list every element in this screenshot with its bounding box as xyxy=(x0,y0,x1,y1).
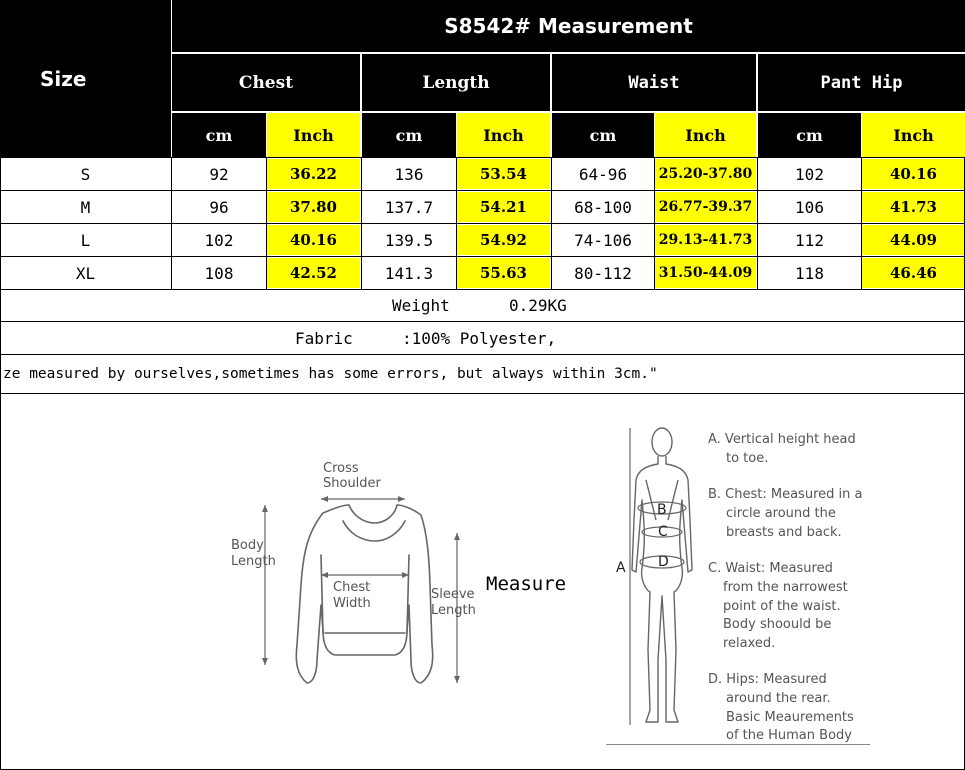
note-a-line: to toe. xyxy=(726,451,769,466)
data-cell xyxy=(172,191,266,223)
body-notes xyxy=(702,425,872,745)
grid-line xyxy=(0,223,965,224)
cell-value: 40.16 xyxy=(290,231,337,249)
unit-header-label: cm xyxy=(205,125,233,145)
unit-header xyxy=(862,113,965,157)
arrow-head xyxy=(262,505,268,512)
size-value: S xyxy=(80,164,91,184)
size-cell xyxy=(0,191,171,223)
size-value: XL xyxy=(75,263,96,283)
note-d-line: D. Hips: Measured xyxy=(708,672,827,687)
data-cell xyxy=(172,158,266,190)
grid-line xyxy=(0,157,1,290)
letter-d: D xyxy=(658,554,669,570)
data-cell xyxy=(457,192,550,222)
note-b-line: circle around the xyxy=(726,506,836,521)
cell-value: 26.77-39.37 xyxy=(658,199,753,215)
cell-value: 25.20-37.80 xyxy=(658,166,753,182)
cell-value: 80-112 xyxy=(574,263,632,283)
arrow-head xyxy=(454,676,460,683)
data-cell xyxy=(655,258,756,288)
cell-value: 68-100 xyxy=(574,197,632,217)
cell-value: 37.80 xyxy=(290,198,337,216)
unit-header xyxy=(362,113,456,157)
diagram-underline xyxy=(606,744,870,745)
sleeve-length-label: Sleeve xyxy=(431,587,475,602)
cell-value: 118 xyxy=(795,263,824,283)
cell-value: 139.5 xyxy=(384,230,434,250)
arrow-head xyxy=(321,496,328,502)
data-cell xyxy=(362,158,456,190)
cell-value: 102 xyxy=(795,164,824,184)
table-title-text: S8542# Measurement xyxy=(444,14,693,38)
data-cell xyxy=(655,225,756,255)
note-d-line: Basic Meaurements xyxy=(726,710,854,725)
note-c-line: from the narrowest xyxy=(723,580,848,595)
data-cell xyxy=(457,159,550,189)
cell-value: 55.63 xyxy=(480,264,527,282)
weight-row xyxy=(0,290,965,322)
data-cell xyxy=(362,224,456,256)
data-cell xyxy=(457,225,550,255)
size-cell xyxy=(0,158,171,190)
arrow-head xyxy=(262,658,268,665)
data-cell xyxy=(758,191,861,223)
note-d-line: around the rear. xyxy=(726,691,831,706)
data-cell xyxy=(758,158,861,190)
unit-header xyxy=(267,113,360,157)
unit-header xyxy=(457,113,550,157)
group-header-waist-label: Waist xyxy=(628,72,680,93)
cell-value: 92 xyxy=(209,164,229,184)
grid-line xyxy=(0,157,965,158)
body-head xyxy=(652,428,672,456)
data-cell xyxy=(655,159,756,189)
data-cell xyxy=(267,192,360,222)
cell-value: 42.52 xyxy=(290,264,337,282)
fabric-value: :100% Polyester, xyxy=(402,329,557,348)
group-header-pant-hip xyxy=(758,54,965,111)
data-cell xyxy=(758,224,861,256)
data-cell xyxy=(552,257,654,289)
body-length-label: Body xyxy=(231,538,264,553)
cell-value: 74-106 xyxy=(574,230,632,250)
grid-line xyxy=(757,157,758,290)
unit-header-label: Inch xyxy=(293,125,334,145)
unit-header xyxy=(172,113,266,157)
letter-a: A xyxy=(616,560,626,576)
table-row xyxy=(0,224,965,256)
note-row xyxy=(0,355,965,394)
grid-line xyxy=(654,157,655,290)
data-cell xyxy=(862,159,965,189)
data-cell xyxy=(552,158,654,190)
size-header-label: Size xyxy=(40,66,87,91)
data-cell xyxy=(267,258,360,288)
grid-line xyxy=(551,157,552,290)
note-text: ze measured by ourselves,sometimes has some errors, but always within 3cm." xyxy=(3,366,658,382)
cell-value: 41.73 xyxy=(890,198,937,216)
garment-neckline xyxy=(343,521,405,541)
cross-shoulder-label: Cross xyxy=(323,461,359,476)
cell-value: 64-96 xyxy=(578,164,628,184)
data-cell xyxy=(862,225,965,255)
fabric-row xyxy=(0,322,965,355)
unit-header-label: Inch xyxy=(893,125,934,145)
cell-value: 141.3 xyxy=(384,263,434,283)
unit-header-label: Inch xyxy=(685,125,726,145)
letter-b: B xyxy=(657,502,667,518)
group-header-length-label: Length xyxy=(422,72,490,93)
data-cell xyxy=(172,257,266,289)
unit-header xyxy=(655,113,756,157)
data-cell xyxy=(552,224,654,256)
unit-header-label: Inch xyxy=(483,125,524,145)
cell-value: 96 xyxy=(209,197,229,217)
cell-value: 112 xyxy=(795,230,824,250)
grid-line xyxy=(861,157,862,290)
cell-value: 108 xyxy=(204,263,234,283)
chest-width-label: Width xyxy=(333,596,371,611)
cell-value: 44.09 xyxy=(890,231,937,249)
garment-diagram xyxy=(225,455,490,700)
data-cell xyxy=(267,225,360,255)
table-title xyxy=(172,0,965,52)
fabric-label: Fabric xyxy=(295,329,353,348)
note-a-line: A. Vertical height head xyxy=(708,432,856,447)
unit-header-label: cm xyxy=(395,125,423,145)
cell-value: 36.22 xyxy=(290,165,337,183)
data-cell xyxy=(362,257,456,289)
data-cell xyxy=(655,192,756,222)
cell-value: 54.92 xyxy=(480,231,527,249)
cell-value: 106 xyxy=(795,197,824,217)
size-value: M xyxy=(80,197,91,217)
unit-header xyxy=(758,113,861,157)
arrow-head xyxy=(454,533,460,540)
measure-label: Measure xyxy=(486,573,567,595)
cell-value: 137.7 xyxy=(384,197,434,217)
cell-value: 29.13-41.73 xyxy=(658,232,753,248)
weight-label: Weight xyxy=(392,296,450,315)
table-row xyxy=(0,158,965,190)
data-cell xyxy=(172,224,266,256)
data-cell xyxy=(552,191,654,223)
cell-value: 102 xyxy=(204,230,234,250)
group-header-chest-label: Chest xyxy=(238,72,294,93)
note-b-line: B. Chest: Measured in a xyxy=(708,487,863,502)
size-cell xyxy=(0,257,171,289)
grid-line xyxy=(171,157,172,290)
body-outline xyxy=(632,456,692,722)
arrow-head xyxy=(398,496,405,502)
data-cell xyxy=(457,258,550,288)
data-cell xyxy=(362,191,456,223)
grid-line xyxy=(266,157,267,290)
cell-value: 54.21 xyxy=(480,198,527,216)
human-body-diagram xyxy=(606,420,701,750)
note-c-line: relaxed. xyxy=(723,636,776,651)
cell-value: 53.54 xyxy=(480,165,527,183)
chest-width-label: Chest xyxy=(333,580,371,595)
group-header-chest xyxy=(172,54,360,111)
table-row xyxy=(0,257,965,289)
data-cell xyxy=(862,258,965,288)
note-c-line: point of the waist. xyxy=(723,599,841,614)
grid-line xyxy=(361,157,362,290)
note-c-line: Body shoould be xyxy=(723,617,832,632)
body-length-label: Length xyxy=(231,554,276,569)
cell-value: 40.16 xyxy=(890,165,937,183)
letter-c: C xyxy=(658,524,668,540)
weight-value: 0.29KG xyxy=(509,296,567,315)
group-header-pant-hip-label: Pant Hip xyxy=(820,72,903,93)
sleeve-length-label: Length xyxy=(431,603,476,618)
note-c-line: C. Waist: Measured xyxy=(708,561,833,576)
grid-line xyxy=(0,190,965,191)
size-header xyxy=(0,0,171,157)
grid-line xyxy=(0,256,965,257)
size-value: L xyxy=(80,230,91,250)
size-cell xyxy=(0,224,171,256)
grid-line xyxy=(456,157,457,290)
data-cell xyxy=(862,192,965,222)
group-header-length xyxy=(362,54,550,111)
cell-value: 31.50-44.09 xyxy=(658,265,753,281)
note-d-line: of the Human Body xyxy=(726,728,852,743)
cross-shoulder-label: Shoulder xyxy=(323,476,381,491)
cell-value: 46.46 xyxy=(890,264,937,282)
unit-header-label: cm xyxy=(796,125,823,145)
cell-value: 136 xyxy=(394,164,424,184)
data-cell xyxy=(267,159,360,189)
note-b-line: breasts and back. xyxy=(726,525,842,540)
data-cell xyxy=(758,257,861,289)
unit-header xyxy=(552,113,654,157)
table-row xyxy=(0,191,965,223)
group-header-waist xyxy=(552,54,756,111)
unit-header-label: cm xyxy=(589,125,617,145)
